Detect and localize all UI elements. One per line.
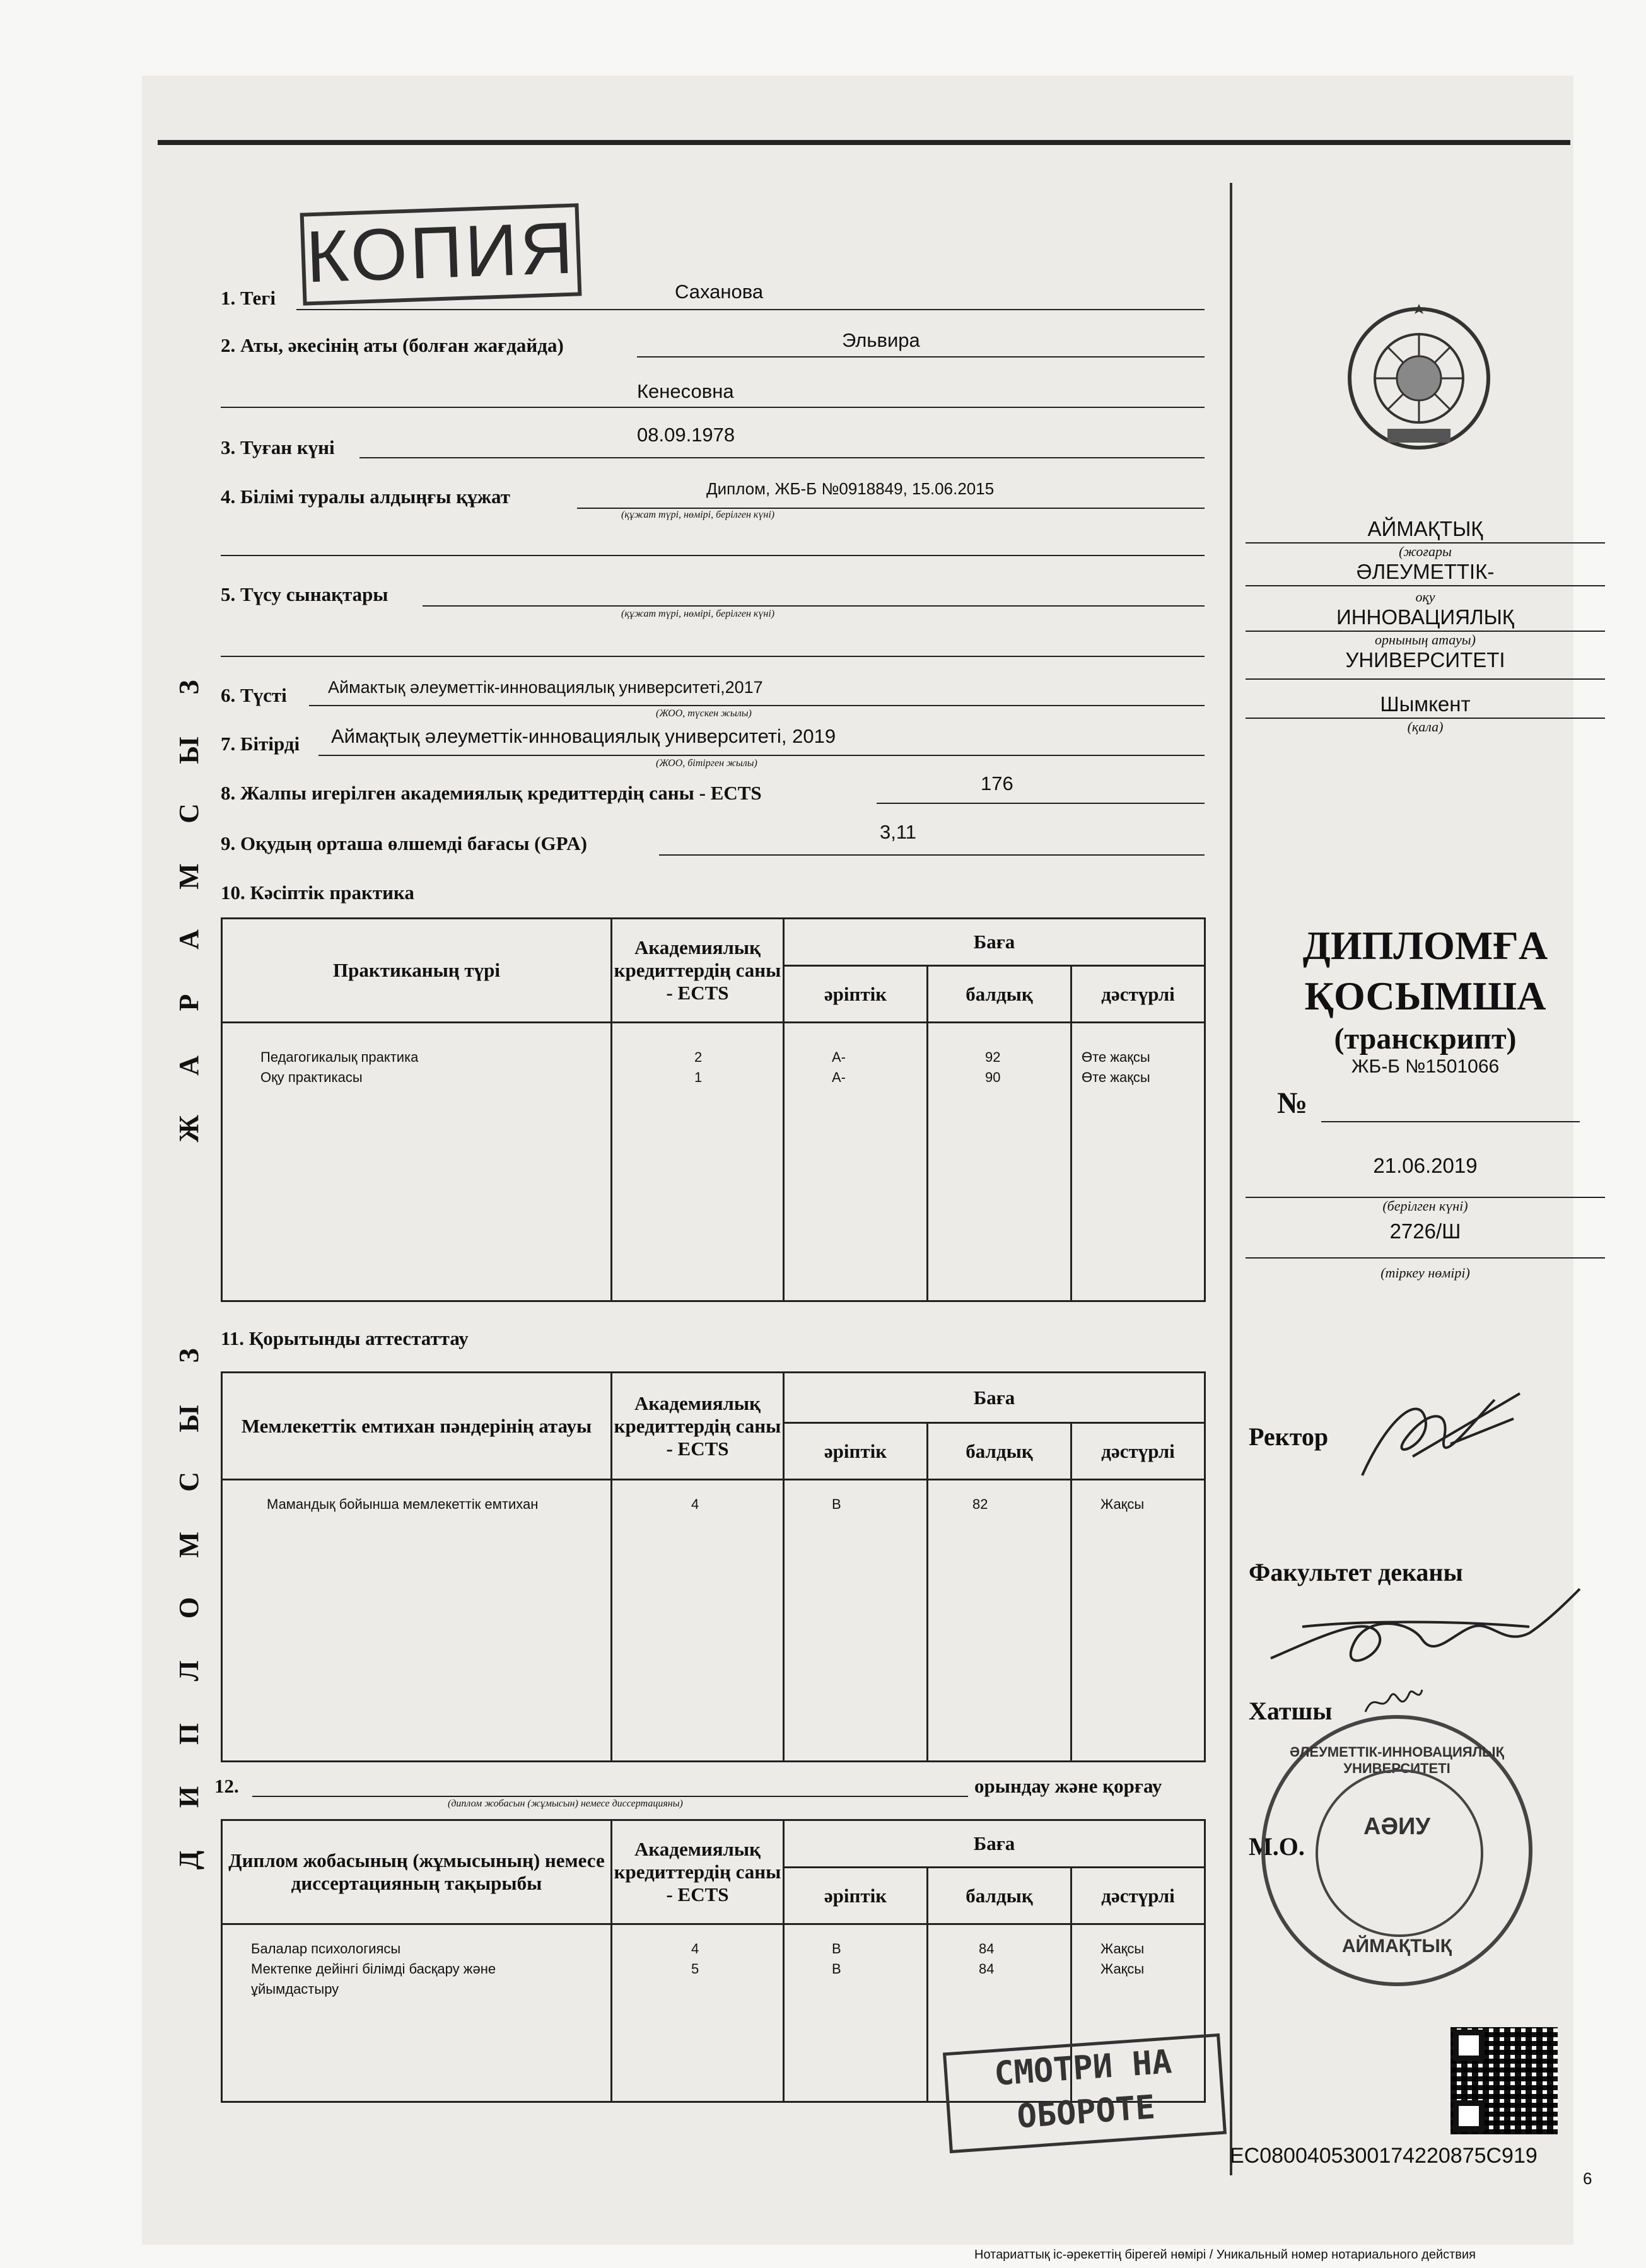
prev-doc-hint: (құжат түрі, нөмірі, берілген күні) — [621, 509, 775, 520]
practice-row-points: 90 — [985, 1069, 1001, 1085]
number-sign: № — [1277, 1086, 1308, 1120]
prev-doc-label: 4. Білімі туралы алдыңғы құжат — [221, 486, 510, 508]
diploma-row-points: 84 — [979, 1941, 995, 1957]
graduated-label: 7. Бітірді — [221, 733, 300, 755]
copy-stamp: КОПИЯ — [300, 203, 582, 305]
footer-note: Нотариаттық іс-әрекеттің бірегей нөмірі / Уникальный номер нотариального действия — [974, 2248, 1476, 2262]
diploma-row-trad: Жақсы — [1100, 1941, 1145, 1957]
practice-row-credits: 2 — [694, 1049, 703, 1065]
vertical-text-no-diploma — [170, 1324, 208, 1892]
attest-row-letter: B — [832, 1496, 841, 1512]
attest-points — [928, 1480, 1071, 1762]
see-back-line2: ОБОРОТЕ — [1015, 2088, 1157, 2136]
attest-table — [221, 1371, 1206, 1762]
diploma-col-letter: әріптік — [784, 1868, 928, 1924]
practice-col-letter: әріптік — [784, 966, 928, 1023]
university-seal — [1261, 1715, 1532, 1986]
surname-label: 1. Тегі — [221, 287, 276, 309]
practice-row-letter: A- — [832, 1049, 846, 1065]
uni-line3: ИННОВАЦИЯЛЫҚ — [1336, 605, 1515, 629]
name-value: Эльвира — [842, 329, 920, 351]
column-divider — [1230, 183, 1232, 2175]
diploma-row-trad: Жақсы — [1100, 1961, 1145, 1977]
issue-block — [1246, 1154, 1605, 1281]
practice-letters — [784, 1023, 928, 1301]
name-label: 2. Аты, әкесінің аты (болған жағдайда) — [221, 334, 564, 356]
seal-bottom-text: АЙМАҚТЫҚ — [1341, 1936, 1452, 1957]
birth-value: 08.09.1978 — [637, 424, 735, 446]
entered-label: 6. Түсті — [221, 684, 287, 706]
practice-col-grade: Баға — [784, 919, 1205, 966]
gpa-value: 3,11 — [880, 821, 917, 843]
vertical-letter: О — [173, 1596, 204, 1619]
diploma-col-grade: Баға — [784, 1820, 1205, 1868]
reg-hint: (тіркеу нөмірі) — [1380, 1265, 1470, 1281]
diploma-row-name: Балалар психологиясы — [251, 1941, 401, 1957]
attest-col-points: балдық — [928, 1423, 1071, 1480]
practice-col-points: балдық — [928, 966, 1071, 1023]
birth-label: 3. Туған күні — [221, 436, 335, 458]
uni-hint1: (жоғары — [1399, 544, 1452, 559]
vertical-letter: М — [173, 863, 204, 890]
rector-label: Ректор — [1249, 1422, 1329, 1451]
page-number: 6 — [1583, 2169, 1592, 2188]
dean-label: Факультет деканы — [1249, 1558, 1463, 1586]
attest-col-letter: әріптік — [784, 1423, 928, 1480]
city-hint: (қала) — [1407, 719, 1444, 735]
diploma-hint: (диплом жобасын (жұмысын) немесе диссертацияны) — [448, 1798, 683, 1809]
practice-col-type: Практиканың түрі — [222, 919, 612, 1023]
entrance-label: 5. Түсу сынақтары — [221, 583, 388, 605]
uni-hint3: орнының атауы) — [1375, 632, 1476, 648]
issue-hint: (берілген күні) — [1382, 1198, 1468, 1214]
diploma-row-credits: 5 — [691, 1961, 699, 1977]
title-block — [1246, 921, 1605, 1078]
diploma-col-points: балдық — [928, 1868, 1071, 1924]
diploma-credits — [612, 1924, 784, 2102]
attest-row-points: 82 — [972, 1496, 988, 1512]
practice-col-credits: Академиялық кредиттердің саны - ECTS — [612, 919, 784, 1023]
practice-table — [221, 917, 1206, 1302]
vertical-letter: Р — [173, 994, 204, 1011]
practice-credits — [612, 1023, 784, 1301]
vertical-letter: М — [173, 1532, 204, 1558]
attest-col-credits: Академиялық кредиттердің саны - ECTS — [612, 1373, 784, 1480]
vertical-letter: З — [173, 680, 204, 695]
graduated-value: Аймақтық әлеуметтік-инновациялық университеті, 2019 — [331, 725, 836, 747]
attest-names — [222, 1480, 612, 1762]
diploma-col-topic: Диплом жобасының (жұмысының) немесе диссертацияның тақырыбы — [222, 1820, 612, 1924]
diploma-col-credits: Академиялық кредиттердің саны - ECTS — [612, 1820, 784, 1924]
attest-row-trad: Жақсы — [1100, 1496, 1145, 1512]
diploma-row-points: 84 — [979, 1961, 995, 1977]
prev-doc-value: Диплом, ЖБ-Б №0918849, 15.06.2015 — [706, 479, 995, 498]
vertical-letter: З — [173, 1348, 204, 1363]
title-line2: ҚОСЫМША — [1304, 974, 1546, 1018]
title-line3: (транскрипт) — [1334, 1022, 1517, 1055]
attest-trad — [1071, 1480, 1205, 1762]
vertical-letter: Д — [173, 1850, 204, 1870]
vertical-text-invalid — [170, 656, 208, 1160]
title-line1: ДИПЛОМҒА — [1302, 923, 1548, 968]
issue-date: 21.06.2019 — [1373, 1154, 1478, 1177]
vertical-letter: Ж — [173, 1115, 204, 1143]
practice-row-credits: 1 — [694, 1069, 703, 1085]
secretary-label: Хатшы — [1249, 1697, 1333, 1725]
vertical-letter: И — [173, 1786, 204, 1808]
practice-row-letter: A- — [832, 1069, 846, 1085]
diploma-names — [222, 1924, 612, 2102]
entered-value: Аймактық әлеуметтік-инновациялық университеті,2017 — [328, 678, 763, 697]
seal-mark: АӘИУ — [1363, 1813, 1430, 1840]
practice-col-trad: дәстүрлі — [1071, 966, 1205, 1023]
surname-value: Саханова — [675, 281, 764, 303]
attest-row-name: Мамандық бойынша мемлекеттік емтихан — [267, 1496, 539, 1512]
top-rule — [158, 140, 1570, 145]
diploma-col-trad: дәстүрлі — [1071, 1868, 1205, 1924]
diploma-label-tail: орындау және қорғау — [974, 1775, 1162, 1797]
see-back-stamp — [943, 2033, 1227, 2153]
practice-trad — [1071, 1023, 1205, 1301]
reg-number: 2726/Ш — [1389, 1219, 1461, 1243]
vertical-letter: П — [173, 1723, 204, 1745]
entrance-hint: (құжат түрі, нөмірі, берілген күні) — [621, 608, 775, 619]
uni-line2: ӘЛЕУМЕТТІК- — [1356, 560, 1495, 583]
vertical-letter: Ы — [173, 736, 204, 764]
uni-line4: УНИВЕРСИТЕТІ — [1345, 648, 1505, 672]
entered-hint: (ЖОО, түскен жылы) — [656, 708, 752, 719]
credits-label: 8. Жалпы игерілген академиялық кредиттердің саны - ECTS — [221, 782, 762, 804]
vertical-letter: Ы — [173, 1405, 204, 1433]
vertical-letter: Л — [173, 1660, 204, 1682]
diploma-row-name: Мектепке дейінгі білімді басқару және ұйымдастыру — [251, 1961, 496, 1997]
notary-code: EC0800405300174220875C919 — [1230, 2144, 1538, 2168]
attest-row-credits: 4 — [691, 1496, 699, 1512]
seal-place-label: М.О. — [1249, 1832, 1305, 1861]
attest-credits — [612, 1480, 784, 1762]
rector-signature-icon — [1350, 1381, 1539, 1494]
practice-points — [928, 1023, 1071, 1301]
gpa-label: 9. Оқудың орташа өлшемді бағасы (GPA) — [221, 832, 587, 854]
diploma-label-num: 12. — [214, 1775, 239, 1797]
uni-line1: АЙМАҚТЫҚ — [1367, 517, 1483, 540]
graduated-hint: (ЖОО, бітірген жылы) — [656, 758, 757, 769]
university-block — [1246, 517, 1605, 735]
practice-row-trad: Өте жақсы — [1082, 1049, 1150, 1065]
dean-signature-icon — [1264, 1576, 1592, 1690]
practice-row-name: Педагогикалық практика — [260, 1049, 419, 1065]
practice-names — [222, 1023, 612, 1301]
diploma-number: ЖБ-Б №1501066 — [1351, 1056, 1500, 1077]
uni-hint2: оқу — [1415, 589, 1435, 605]
credits-value: 176 — [981, 772, 1013, 794]
diploma-letters — [784, 1924, 928, 2102]
practice-label: 10. Кәсіптік практика — [221, 881, 414, 904]
attest-letters — [784, 1480, 928, 1762]
diploma-row-letter: B — [832, 1941, 841, 1957]
diploma-row-letter: B — [832, 1961, 841, 1977]
seal-top-text: ӘЛЕУМЕТТІК-ИННОВАЦИЯЛЫҚ УНИВЕРСИТЕТІ — [1290, 1744, 1504, 1776]
attest-col-trad: дәстүрлі — [1071, 1423, 1205, 1480]
city-value: Шымкент — [1380, 692, 1471, 716]
patronymic-value: Кенесовна — [637, 380, 734, 402]
attest-col-subject: Мемлекеттік емтихан пәндерінің атауы — [222, 1373, 612, 1480]
vertical-letter: А — [173, 1055, 204, 1076]
state-emblem-icon — [1343, 303, 1495, 460]
vertical-letter: С — [173, 1472, 204, 1492]
attest-col-grade: Баға — [784, 1373, 1205, 1423]
practice-row-trad: Өте жақсы — [1082, 1069, 1150, 1085]
qr-code-icon — [1450, 2027, 1558, 2134]
vertical-letter: С — [173, 803, 204, 823]
attest-label: 11. Қорытынды аттестаттау — [221, 1327, 469, 1349]
vertical-letter: А — [173, 929, 204, 950]
practice-row-name: Оқу практикасы — [260, 1069, 363, 1085]
practice-row-points: 92 — [985, 1049, 1001, 1065]
see-back-line1: СМОТРИ НА — [993, 2043, 1173, 2093]
diploma-row-credits: 4 — [691, 1941, 699, 1957]
